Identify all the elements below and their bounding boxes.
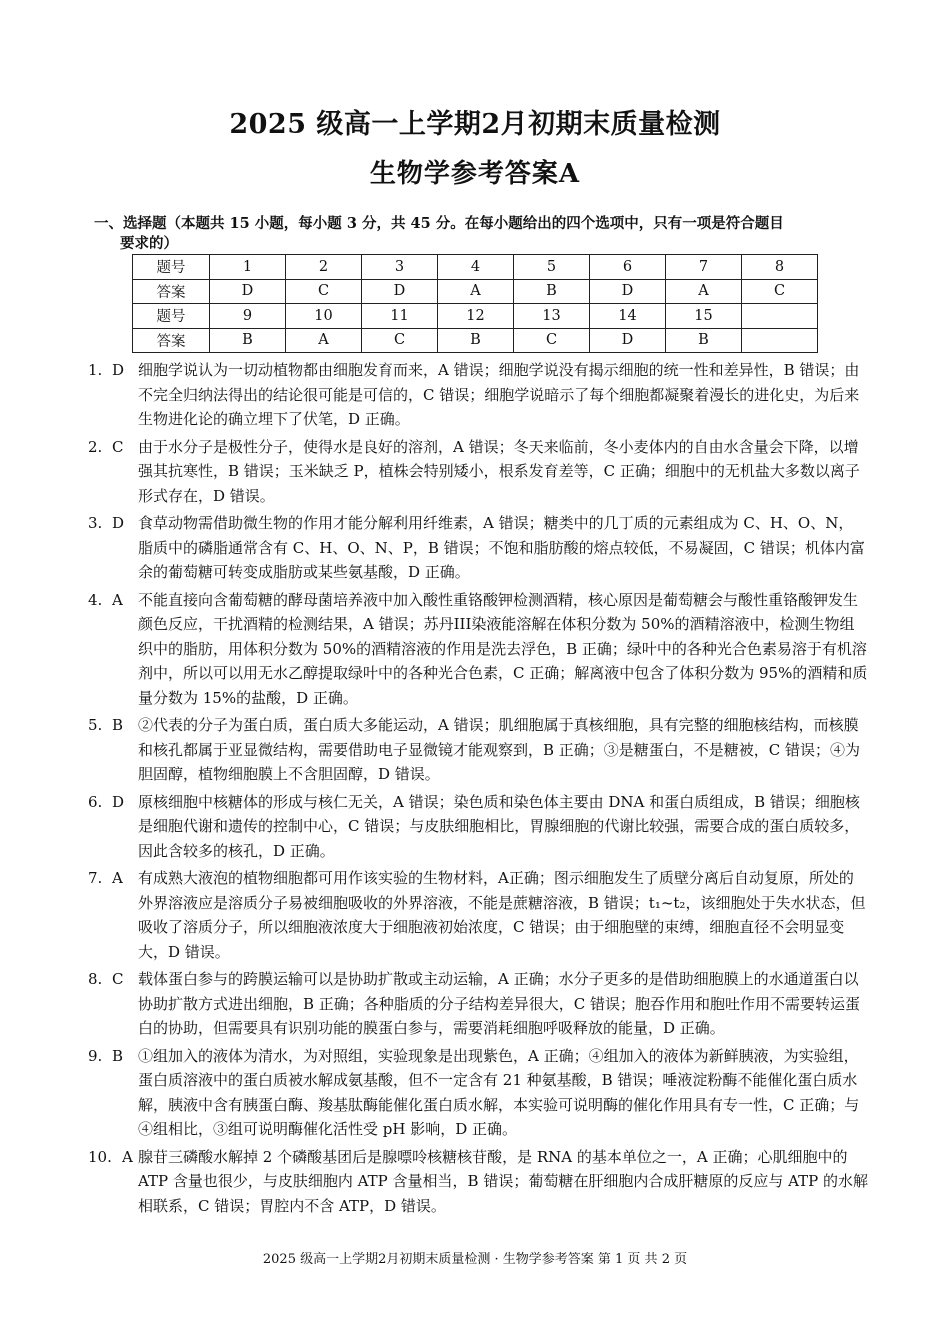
item-number: 1. xyxy=(88,361,103,379)
explanation-item xyxy=(88,358,868,432)
table-cell: C xyxy=(286,279,362,304)
table-cell: 14 xyxy=(590,304,666,329)
table-cell: 6 xyxy=(590,255,666,280)
item-number: 7. xyxy=(88,869,103,887)
item-answer: D xyxy=(112,361,125,379)
table-cell: C xyxy=(514,328,590,353)
page-title: 2025 级高一上学期2月初期末质量检测 xyxy=(229,109,721,140)
table-cell: 13 xyxy=(514,304,590,329)
table-cell: D xyxy=(362,279,438,304)
explanation-list xyxy=(88,358,868,1221)
item-text: 由于水分子是极性分子，使得水是良好的溶剂，A 错误；冬天来临前，冬小麦体内的自由水含量会下降，以增强其抗寒性，B 错误；玉米缺乏 P，植株会特别矮小，根系发育差等，C 正确；细胞中的无机盐大多数以离子形式存在，D 错误。 xyxy=(138,437,860,505)
item-text: ②代表的分子为蛋白质，蛋白质大多能运动，A 错误；肌细胞属于真核细胞，具有完整的细胞核结构，而核膜和核孔都属于亚显微结构，需要借助电子显微镜才能观察到，B 正确；③是糖蛋白，不是糖被，C 错误；④为胆固醇，植物细胞膜上不含胆固醇，D 错误。 xyxy=(138,716,861,783)
item-number: 5. xyxy=(88,716,103,734)
explanation-item xyxy=(88,713,868,787)
table-cell: C xyxy=(362,328,438,353)
table-cell: 5 xyxy=(514,255,590,280)
table-cell: B xyxy=(514,279,590,304)
table-cell xyxy=(742,328,818,353)
explanation-item xyxy=(88,511,868,585)
item-answer: D xyxy=(112,792,125,811)
item-answer: A xyxy=(112,590,123,609)
item-answer: C xyxy=(112,437,124,456)
item-answer: B xyxy=(112,716,124,734)
table-cell: B xyxy=(210,328,286,353)
table-cell: A xyxy=(438,279,514,304)
explanation-item xyxy=(88,1145,868,1219)
explanation-item xyxy=(88,967,868,1041)
table-cell xyxy=(742,304,818,329)
item-number: 8. xyxy=(88,970,103,988)
table-cell: A xyxy=(666,279,742,304)
table-header-cell: 题号 xyxy=(133,255,210,280)
table-cell: 4 xyxy=(438,255,514,280)
item-text: 细胞学说认为一切动植物都由细胞发育而来，A 错误；细胞学说没有揭示细胞的统一性和差异性，B 错误；由不完全归纳法得出的结论很可能是可信的，C 错误；细胞学说暗示了每个细胞都凝聚着漫长的进化史，为后来生物进化论的确立埋下了伏笔，D 正确。 xyxy=(138,361,860,428)
answer-table xyxy=(132,254,818,353)
table-cell: 8 xyxy=(742,255,818,280)
table-cell: 12 xyxy=(438,304,514,329)
item-answer: D xyxy=(112,514,125,532)
item-text: 有成熟大液泡的植物细胞都可用作该实验的生物材料，A正确；图示细胞发生了质壁分离后自动复原，所处的外界溶液应是溶质分子易被细胞吸收的外界溶液，不能是蔗糖溶液，B 错误；t₁~t₂，该细胞处于失水状态，但吸收了溶质分子，所以细胞液浓度大于细胞液初始浓度，C 错误；由于细胞壁的束缚，细胞直径不会明显变大，D 错误。 xyxy=(138,869,866,961)
table-cell: 2 xyxy=(286,255,362,280)
table-cell: D xyxy=(590,328,666,353)
explanation-item xyxy=(88,866,868,964)
table-row xyxy=(133,304,818,329)
table-cell: A xyxy=(286,328,362,353)
item-text: 原核细胞中核糖体的形成与核仁无关，A 错误；染色质和染色体主要由 DNA 和蛋白质组成，B 错误；细胞核是细胞代谢和遗传的控制中心，C 错误；与皮肤细胞相比，胃腺细胞的代谢比较强，需要合成的蛋白质较多，因此含较多的核孔，D 正确。 xyxy=(138,792,860,860)
page-subtitle: 生物学参考答案A xyxy=(369,159,581,189)
item-number: 9. xyxy=(88,1046,103,1065)
item-number: 3. xyxy=(88,514,103,532)
table-cell: 10 xyxy=(286,304,362,329)
item-number: 6. xyxy=(88,792,103,811)
table-cell: B xyxy=(438,328,514,353)
table-row xyxy=(133,328,818,353)
explanation-item xyxy=(88,435,868,509)
item-answer: A xyxy=(122,1147,133,1166)
item-text: 不能直接向含葡萄糖的酵母菌培养液中加入酸性重铬酸钾检测酒精，核心原因是葡萄糖会与酸性重铬酸钾发生颜色反应，干扰酒精的检测结果，A 错误；苏丹III染液能溶解在体积分数为 50%的酒精溶液中，检测生物组织中的脂肪，用体积分数为 50%的酒精溶液的作用是洗去浮色，B 正确；绿叶中的各种光合色素易溶于有机溶剂中，所以可以用无水乙醇提取绿叶中的各种光合色素，C 正确；解离液中包含了体积分数为 95%的酒精和质量分数为 15%的盐酸，D 正确。 xyxy=(138,590,868,707)
table-cell: 9 xyxy=(210,304,286,329)
item-answer: A xyxy=(112,869,123,887)
item-text: 食草动物需借助微生物的作用才能分解利用纤维素，A 错误；糖类中的几丁质的元素组成为 C、H、O、N，脂质中的磷脂通常含有 C、H、O、N、P，B 错误；不饱和脂肪酸的熔点较低，不易凝固，C 错误；机体内富余的葡萄糖可转变成脂肪或某些氨基酸，D 正确。 xyxy=(138,514,865,581)
table-cell: 7 xyxy=(666,255,742,280)
table-row xyxy=(133,255,818,280)
table-cell: D xyxy=(210,279,286,304)
table-header-cell: 题号 xyxy=(133,304,210,329)
item-number: 2. xyxy=(88,437,103,456)
table-header-cell: 答案 xyxy=(133,279,210,304)
item-text: 载体蛋白参与的跨膜运输可以是协助扩散或主动运输，A 正确；水分子更多的是借助细胞膜上的水通道蛋白以协助扩散方式进出细胞，B 正确；各种脂质的分子结构差异很大，C 错误；胞吞作用和胞吐作用不需要转运蛋白的协助，但需要具有识别功能的膜蛋白参与，需要消耗细胞呼吸释放的能量，D 正确。 xyxy=(138,970,861,1037)
table-header-cell: 答案 xyxy=(133,328,210,353)
section-heading-line1: 一、选择题（本题共 15 小题，每小题 3 分，共 45 分。在每小题给出的四个选项中，只有一项是符合题目 xyxy=(94,215,784,232)
item-answer: C xyxy=(112,970,124,988)
item-number: 4. xyxy=(88,590,103,609)
item-text: ①组加入的液体为清水，为对照组，实验现象是出现紫色，A 正确；④组加入的液体为新鲜胰液，为实验组，蛋白质溶液中的蛋白质被水解成氨基酸，但不一定含有 21 种氨基酸，B 错误；唾液淀粉酶不能催化蛋白质水解，胰液中含有胰蛋白酶、羧基肽酶能催化蛋白质水解，本实验可说明酶的催化作用具有专一性，C 正确；与④组相比，③组可说明酶催化活性受 pH 影响，D 正确。 xyxy=(138,1046,860,1138)
table-cell: 1 xyxy=(210,255,286,280)
table-row xyxy=(133,279,818,304)
explanation-item xyxy=(88,588,868,711)
item-answer: B xyxy=(112,1046,124,1065)
table-cell: 15 xyxy=(666,304,742,329)
page-footer: 2025 级高一上学期2月初期末质量检测 · 生物学参考答案 第 1 页 共 2 页 xyxy=(262,1252,688,1267)
item-text: 腺苷三磷酸水解掉 2 个磷酸基团后是腺嘌呤核糖核苷酸，是 RNA 的基本单位之一，A 正确；心肌细胞中的 ATP 含量也很少，与皮肤细胞内 ATP 含量相当，B 错误；葡萄糖在肝细胞内合成肝糖原的反应与 ATP 的水解相联系，C 错误；胃腔内不含 ATP，D 错误。 xyxy=(138,1147,868,1215)
table-cell: B xyxy=(666,328,742,353)
table-cell: 3 xyxy=(362,255,438,280)
table-cell: C xyxy=(742,279,818,304)
item-number: 10. xyxy=(88,1147,112,1166)
explanation-item xyxy=(88,1044,868,1142)
table-cell: D xyxy=(590,279,666,304)
table-cell: 11 xyxy=(362,304,438,329)
explanation-item xyxy=(88,790,868,864)
section-heading-line2: 要求的） xyxy=(120,235,178,252)
section-heading xyxy=(94,214,884,254)
